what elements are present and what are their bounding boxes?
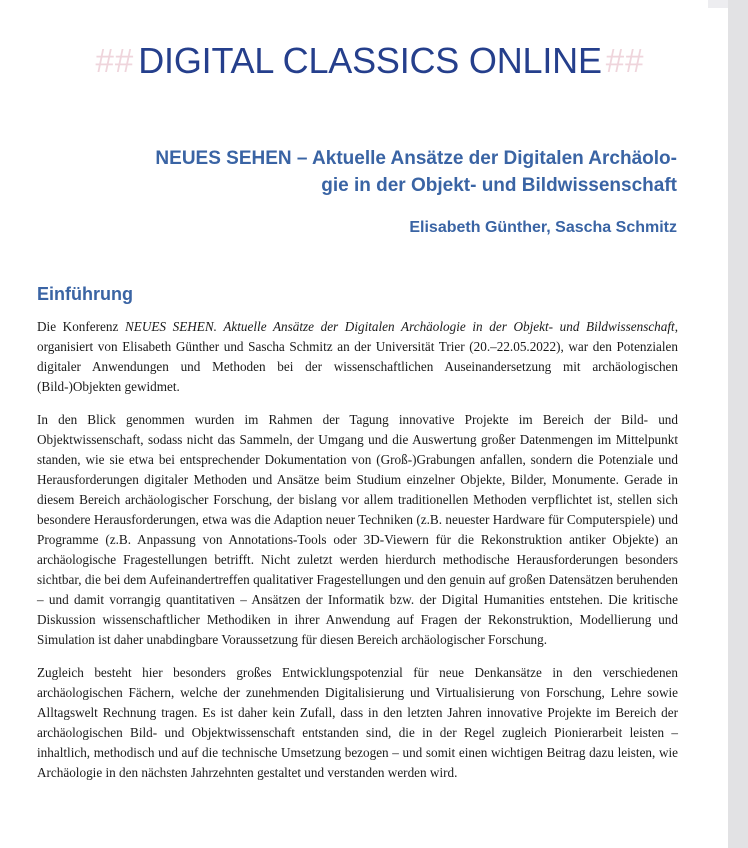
page-edge xyxy=(708,0,728,8)
article-authors: Elisabeth Günther, Sascha Schmitz xyxy=(409,219,677,236)
journal-masthead xyxy=(40,36,700,86)
article-body xyxy=(37,317,678,796)
section-heading: Einführung xyxy=(37,284,133,304)
article-title xyxy=(40,145,677,199)
paragraph-1-rest: , organisiert von Elisabeth Günther und Sascha Schmitz an der Universität Trier (20.–22.05.2022), war den Potenzialen digitaler Anwendungen und Methoden bei der wissenschaftlichen Auseinandersetzung mit archäologischen (Bild-)Objekten gewidmet. xyxy=(37,319,678,394)
paragraph-2: In den Blick genommen wurden im Rahmen der Tagung innovative Projekte im Bereich der Bild- und Objektwissenschaft, sodass nicht das Sammeln, der Umgang und die Auswertung großer Datenmengen im Mittelpunkt standen, wie sie etwa bei entsprechender Dokumentation von (Groß-)Grabungen anfallen, sondern die Potenziale und Herausforderungen digitaler Methoden und Ansätze beim Studium einzelner Objekte, Bilder, Monumente. Gerade in diesem Bereich archäologischer Forschung, der bislang vor allem traditionellen Methoden verpflichtet ist, stellen sich besondere Herausforderungen, etwa was die Adaption neuer Techniken (z.B. neuester Hardware für Computerspiele) und Programme (z.B. Anpassung von Annotations-Tools oder 3D-Viewern für die Rekonstruktion antiker Objekte) an archäologische Fragestellungen betrifft. Nicht zuletzt werden hierdurch methodische Herausforderungen besonders sichtbar, die bei dem Aufeinandertreffen qualitativer Fragestellungen und den genuin auf großen Datensätzen beruhenden – und damit vorrangig quantitativen – Ansätzen der Informatik bzw. der Digital Humanities entstehen. Die kritische Diskussion wissenschaftlicher Methodiken in ihrer Anwendung auf Fragen der Rekonstruktion, Modellierung und Simulation ist daher unabdingbare Voraussetzung für diesen Bereich archäologischer Forschung. xyxy=(37,412,678,647)
paragraph-3: Zugleich besteht hier besonders großes Entwicklungspotenzial für neue Denkansätze in den verschiedenen archäologischen Fächern, welche der zunehmenden Digitalisierung und Virtualisierung von Forschung, Lehre sowie Alltagswelt Rechnung tragen. Es ist daher kein Zufall, dass in den letzten Jahren innovative Projekte im Bereich der archäologischen Bild- und Objektwissenschaft entstanden sind, die in der Regel zugleich Pionierarbeit leisten – inhaltlich, methodisch und auf die technische Umsetzung bezogen – und somit einen wichtigen Beitrag dazu leisten, wie Archäologie in den nächsten Jahrzehnten gestaltet und verstanden werden wird. xyxy=(37,665,678,780)
journal-title: DIGITAL CLASSICS ONLINE xyxy=(138,40,602,81)
paragraph-1 xyxy=(37,317,678,397)
masthead-hash-right: ## xyxy=(605,42,645,79)
paragraph-1-lead: Die Konferenz xyxy=(37,319,125,334)
article-title-line-2: gie in der Objekt- und Bildwissenschaft xyxy=(321,175,677,196)
article-title-line-1: NEUES SEHEN – Aktuelle Ansätze der Digitalen Archäolo- xyxy=(155,148,677,169)
conference-title: NEUES SEHEN. Aktuelle Ansätze der Digitalen Archäologie in der Objekt- und Bildwissenschaft xyxy=(124,319,675,334)
masthead-hash-left: ## xyxy=(95,42,135,79)
